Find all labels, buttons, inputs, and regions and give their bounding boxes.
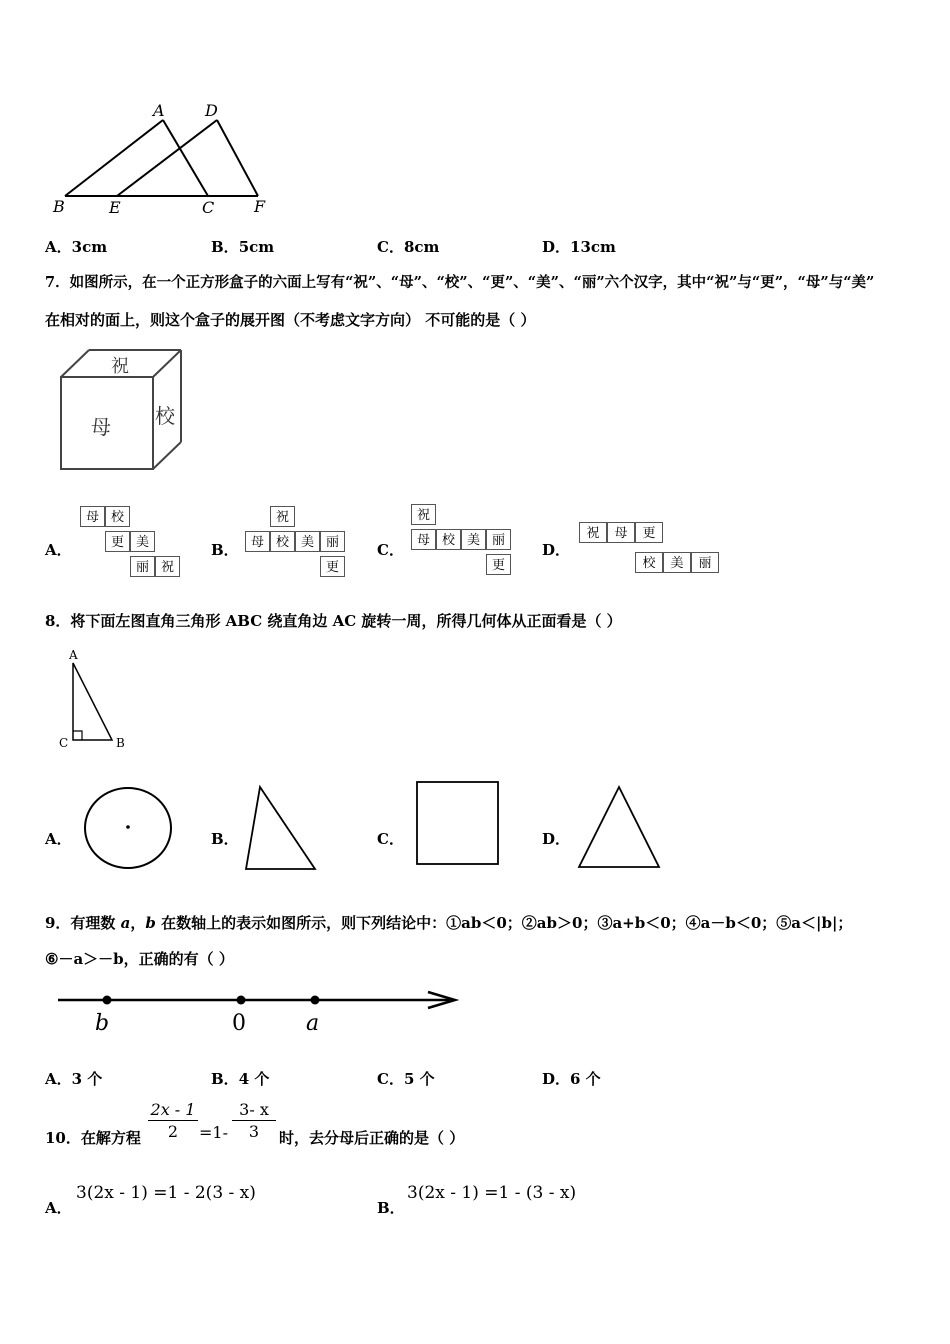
q10-fraction-1 bbox=[148, 1100, 198, 1141]
q6-label-F: F bbox=[254, 197, 266, 216]
q8-option-d-triangle[interactable] bbox=[572, 782, 667, 874]
q6-label-B: B bbox=[53, 197, 65, 216]
q10-stem-prefix: 10．在解方程 bbox=[45, 1129, 141, 1147]
q9-label-0: 0 bbox=[232, 1011, 246, 1036]
q10-option-b-label: B． bbox=[377, 1199, 405, 1217]
net-cell: 母 bbox=[607, 522, 635, 543]
q8-label-C: C bbox=[59, 736, 69, 750]
q7-option-c-label: C． bbox=[377, 541, 404, 559]
net-cell: 母 bbox=[245, 531, 270, 552]
q7-option-a-label: A． bbox=[45, 541, 72, 559]
net-cell: 丽 bbox=[691, 552, 719, 573]
q7-option-b-label: B． bbox=[211, 541, 239, 559]
q8-right-triangle-figure bbox=[55, 645, 145, 755]
q6-option-d[interactable]: D．13cm bbox=[542, 238, 616, 256]
net-cell: 丽 bbox=[320, 531, 345, 552]
q7-cube-front-face: 母 bbox=[91, 415, 111, 439]
net-cell: 祝 bbox=[155, 556, 180, 577]
q10-frac1-numerator: 2x - 1 bbox=[150, 1100, 196, 1119]
q10-frac1-denominator: 2 bbox=[167, 1122, 179, 1141]
q8-option-a-circle[interactable] bbox=[80, 785, 180, 875]
q6-label-E: E bbox=[109, 198, 121, 217]
q7-stem-line2: 在相对的面上，则这个盒子的展开图（不考虑文字方向） 不可能的是（ ） bbox=[45, 311, 536, 329]
q6-label-D: D bbox=[205, 101, 218, 120]
q10-option-a-label: A． bbox=[45, 1199, 72, 1217]
net-cell: 更 bbox=[320, 556, 345, 577]
fraction-bar bbox=[232, 1120, 276, 1121]
q8-stem: 8．将下面左图直角三角形 ABC 绕直角边 AC 旋转一周，所得几何体从正面看是（ ） bbox=[45, 612, 622, 630]
net-cell: 母 bbox=[411, 529, 436, 550]
q8-option-c-label: C． bbox=[377, 830, 404, 848]
q7-cube-figure bbox=[55, 345, 190, 475]
q7-stem-line1: 7．如图所示，在一个正方形盒子的六面上写有“祝”、“母”、“校”、“更”、“美”、“丽”六个汉字，其中“祝”与“更”，“母”与“美” bbox=[45, 274, 875, 291]
q8-label-B: B bbox=[116, 736, 125, 750]
q7-option-b-net[interactable] bbox=[245, 506, 345, 580]
q9-option-c[interactable]: C．5 个 bbox=[377, 1070, 435, 1088]
net-cell: 美 bbox=[461, 529, 486, 550]
net-cell: 校 bbox=[635, 552, 663, 573]
q6-label-C: C bbox=[202, 198, 215, 217]
q10-option-b[interactable]: 3(2x - 1) =1 - (3 - x) bbox=[407, 1183, 577, 1203]
q6-label-A: A bbox=[153, 101, 165, 120]
q10-fraction-2 bbox=[232, 1100, 276, 1141]
q6-option-c[interactable]: C．8cm bbox=[377, 238, 440, 256]
net-cell: 祝 bbox=[270, 506, 295, 527]
net-cell: 美 bbox=[295, 531, 320, 552]
q6-option-a[interactable]: A．3cm bbox=[45, 238, 108, 256]
q9-label-b: b bbox=[95, 1011, 110, 1036]
q6-option-b[interactable]: B．5cm bbox=[211, 238, 275, 256]
q10-frac2-numerator: 3- x bbox=[239, 1100, 269, 1119]
net-cell: 丽 bbox=[130, 556, 155, 577]
q8-option-d-label: D． bbox=[542, 830, 571, 848]
net-cell: 祝 bbox=[579, 522, 607, 543]
q8-option-c-square[interactable] bbox=[410, 778, 505, 870]
q8-option-a-label: A． bbox=[45, 830, 72, 848]
q8-label-A: A bbox=[69, 648, 78, 662]
net-cell: 美 bbox=[130, 531, 155, 552]
fraction-bar bbox=[148, 1120, 198, 1121]
q10-equals: =1- bbox=[199, 1123, 228, 1142]
q7-cube-top-face: 祝 bbox=[111, 356, 129, 377]
q10-option-a[interactable]: 3(2x - 1) =1 - 2(3 - x) bbox=[76, 1183, 256, 1203]
net-cell: 更 bbox=[486, 554, 511, 575]
q8-option-b-label: B． bbox=[211, 830, 239, 848]
q9-label-a: a bbox=[306, 1011, 320, 1036]
net-cell: 校 bbox=[436, 529, 461, 550]
q9-option-a[interactable]: A．3 个 bbox=[45, 1070, 103, 1088]
net-cell: 校 bbox=[270, 531, 295, 552]
q7-option-d-net[interactable] bbox=[579, 522, 719, 578]
q10-stem-suffix: 时，去分母后正确的是（ ） bbox=[279, 1129, 465, 1147]
q9-stem-line1: 9．有理数 a，b 在数轴上的表示如图所示，则下列结论中：①ab＜0；②ab＞0；③a+b＜0；④a－b＜0；⑤a＜|b|； bbox=[45, 914, 853, 932]
q9-number-line bbox=[50, 985, 470, 1040]
q9-option-d[interactable]: D．6 个 bbox=[542, 1070, 601, 1088]
net-cell: 祝 bbox=[411, 504, 436, 525]
q9-stem-line2: ⑥－a＞－b，正确的有（ ） bbox=[45, 950, 234, 968]
q7-option-a-net[interactable] bbox=[80, 506, 180, 580]
q7-cube-side-face: 校 bbox=[155, 404, 175, 428]
net-cell: 校 bbox=[105, 506, 130, 527]
q7-option-d-label: D． bbox=[542, 541, 571, 559]
q10-frac2-denominator: 3 bbox=[248, 1122, 260, 1141]
net-cell: 更 bbox=[635, 522, 663, 543]
q8-option-b-triangle[interactable] bbox=[240, 782, 325, 874]
net-cell: 美 bbox=[663, 552, 691, 573]
net-cell: 更 bbox=[105, 531, 130, 552]
q9-option-b[interactable]: B．4 个 bbox=[211, 1070, 270, 1088]
q6-triangle-figure bbox=[45, 100, 285, 220]
q7-option-c-net[interactable] bbox=[411, 504, 511, 578]
net-cell: 母 bbox=[80, 506, 105, 527]
net-cell: 丽 bbox=[486, 529, 511, 550]
